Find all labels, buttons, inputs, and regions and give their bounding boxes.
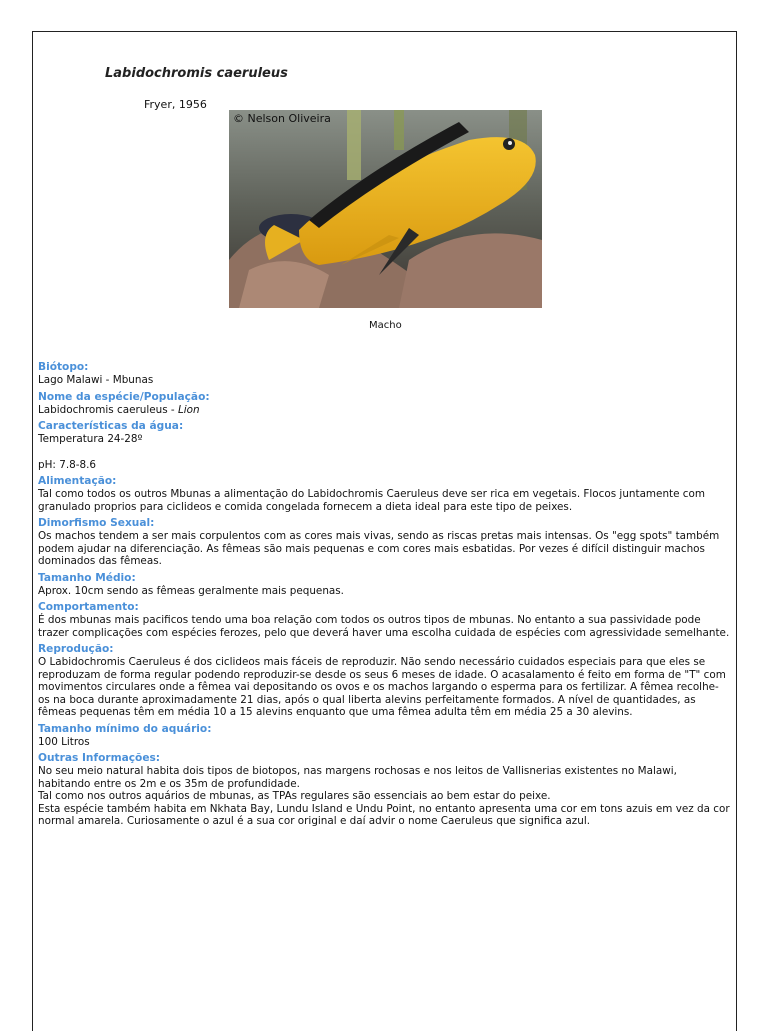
temperature-text: Temperatura 24-28º xyxy=(38,433,143,445)
fish-photo xyxy=(229,110,542,308)
section-text: Tal como todos os outros Mbunas a alimentação do Labidochromis Caeruleus deve ser rica em vegetais. Flocos juntamente com granulado proprios para ciclideos e comida congelada fornecem a dieta ideal para este tipo de peixes. xyxy=(38,488,705,513)
section-text: Os machos tendem a ser mais corpulentos com as cores mais vivas, sendo as riscas pretas mais intensas. Os "egg spots" também podem ajudar na diferenciação. As fêmeas são mais pequenas e com cores mais esbatidas. Por vezes é difícil distinguir machos dominados das fêmeas. xyxy=(38,530,720,567)
section-outras xyxy=(38,752,730,828)
section-nome xyxy=(38,391,730,417)
section-heading: Reprodução: xyxy=(38,643,114,655)
species-name: Labidochromis caeruleus - xyxy=(38,403,178,416)
fish-illustration xyxy=(229,110,542,308)
section-text: Esta espécie também habita em Nkhata Bay, Lundu Island e Undu Point, no entanto apresenta uma cor em tons azuis em vez da cor normal amarela. Curiosamente o azul é a sua cor original e daí advir o nome Caeruleus que significa azul. xyxy=(38,802,730,827)
section-text: 100 Litros xyxy=(38,735,90,748)
section-dimorfismo xyxy=(38,517,730,568)
species-details xyxy=(38,361,730,832)
population-name: Lion xyxy=(177,403,200,416)
section-heading: Tamanho mínimo do aquário: xyxy=(38,722,212,735)
section-alimentacao xyxy=(38,475,730,513)
section-reproducao xyxy=(38,643,730,719)
photo-caption: Macho xyxy=(369,320,402,331)
section-heading: Dimorfismo Sexual: xyxy=(38,517,155,529)
section-heading: Características da água: xyxy=(38,420,184,432)
section-text: O Labidochromis Caeruleus é dos ciclideos mais fáceis de reproduzir. Não sendo necessário cuidados especiais para que eles se reproduzam de forma regular podendo reproduzir-se desde os seus 6 meses de idade. O acasalamento é feito em forma de "T" com movimentos circulares onde a fêmea vai depositando os ovos e os machos largando o esperma para os fertilizar. A fêmea recolhe-os na boca durante aproximadamente 21 dias, após o qual liberta alevins perfeitamente formados. A nível de quantidades, as fêmeas pequenas têm em média 10 a 15 alevins enquanto que uma fêmea adulta têm em média 25 a 30 alevins. xyxy=(38,656,726,718)
section-text: Aprox. 10cm sendo as fêmeas geralmente mais pequenas. xyxy=(38,584,344,597)
section-tamanho xyxy=(38,572,730,598)
section-text: No seu meio natural habita dois tipos de biotopos, nas margens rochosas e nos leitos de Vallisnerias existentes no Malawi, habitando entre os 2m e os 35m de profundidade. xyxy=(38,765,677,790)
section-text: Lago Malawi - Mbunas xyxy=(38,374,154,386)
section-agua xyxy=(38,420,730,471)
species-title: Labidochromis caeruleus xyxy=(105,66,288,81)
section-text: É dos mbunas mais pacificos tendo uma boa relação com todos os outros tipos de mbunas. No entanto a sua passividade pode trazer complicações com espécies ferozes, pelo que deverá haver uma escolha cuidada de espécies com agressividade semelhante. xyxy=(38,614,730,639)
section-text: Tal como nos outros aquários de mbunas, as TPAs regulares são essenciais ao bem estar do peixe. xyxy=(38,790,551,802)
section-aquario xyxy=(38,723,730,749)
section-heading: Tamanho Médio: xyxy=(38,571,136,584)
section-heading: Alimentação: xyxy=(38,475,117,487)
document-page xyxy=(32,31,737,1031)
section-heading: Biótopo: xyxy=(38,361,89,373)
section-text xyxy=(38,404,730,417)
ph-text: pH: 7.8-8.6 xyxy=(38,458,97,471)
section-heading: Nome da espécie/População: xyxy=(38,390,210,403)
species-author: Fryer, 1956 xyxy=(144,98,207,111)
section-heading: Outras Informações: xyxy=(38,752,161,764)
section-comportamento xyxy=(38,601,730,639)
section-biotopo xyxy=(38,361,730,387)
section-heading: Comportamento: xyxy=(38,601,139,613)
photo-credit: © Nelson Oliveira xyxy=(233,112,331,125)
